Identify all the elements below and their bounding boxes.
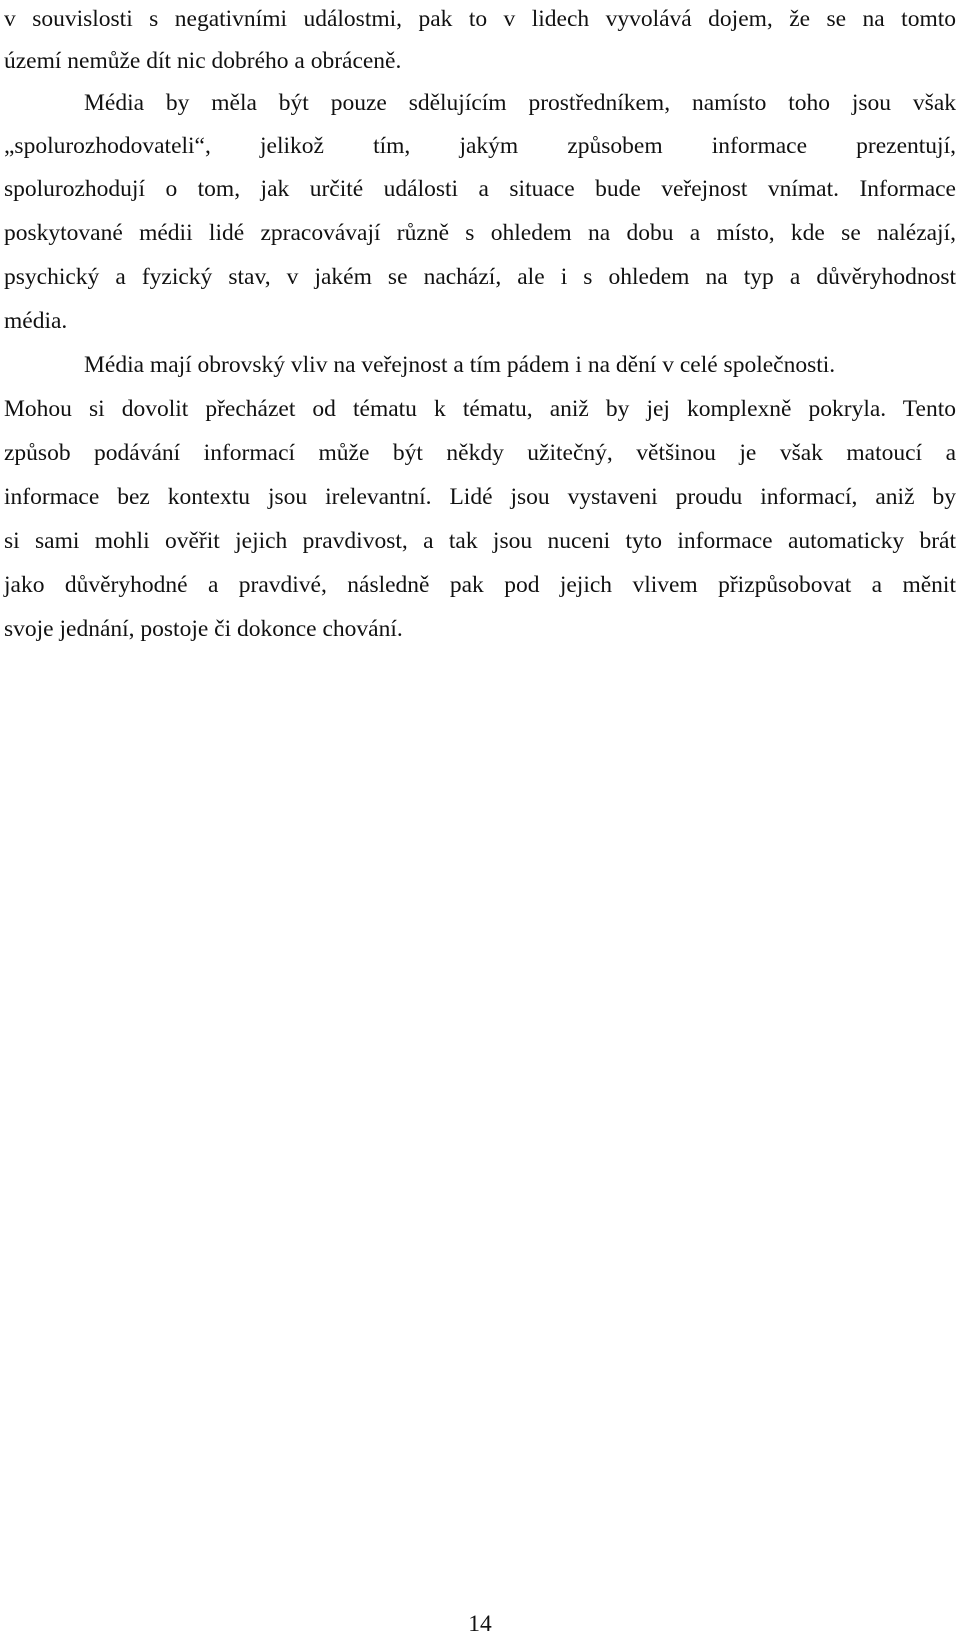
- text-line: Mohou si dovolit přecházet od tématu k tématu, aniž by jej komplexně pokryla. Tento: [4, 396, 956, 422]
- text-line: v souvislosti s negativními událostmi, pak to v lidech vyvolává dojem, že se na tomto: [4, 6, 956, 32]
- text-line: média.: [4, 308, 68, 334]
- page-number: 14: [468, 1611, 492, 1637]
- text-line: informace bez kontextu jsou irelevantní. Lidé jsou vystaveni proudu informací, aniž by: [4, 484, 956, 510]
- text-line: psychický a fyzický stav, v jakém se nachází, ale i s ohledem na typ a důvěryhodnost: [4, 264, 956, 290]
- text-line: území nemůže dít nic dobrého a obráceně.: [4, 48, 402, 74]
- text-line: svoje jednání, postoje či dokonce chování.: [4, 616, 403, 642]
- text-line: jako důvěryhodné a pravdivé, následně pak pod jejich vlivem přizpůsobovat a měnit: [4, 572, 956, 598]
- text-line: „spolurozhodovateli“, jelikož tím, jakým způsobem informace prezentují,: [4, 133, 956, 159]
- text-line: poskytované médii lidé zpracovávají různě s ohledem na dobu a místo, kde se nalézají,: [4, 220, 956, 246]
- text-line: Média by měla být pouze sdělujícím prostředníkem, namísto toho jsou však: [84, 90, 956, 116]
- text-line: si sami mohli ověřit jejich pravdivost, a tak jsou nuceni tyto informace automaticky brát: [4, 528, 956, 554]
- text-line: spolurozhodují o tom, jak určité události a situace bude veřejnost vnímat. Informace: [4, 176, 956, 202]
- text-line: způsob podávání informací může být někdy užitečný, většinou je však matoucí a: [4, 440, 956, 466]
- text-line: Média mají obrovský vliv na veřejnost a tím pádem i na dění v celé společnosti.: [84, 352, 836, 378]
